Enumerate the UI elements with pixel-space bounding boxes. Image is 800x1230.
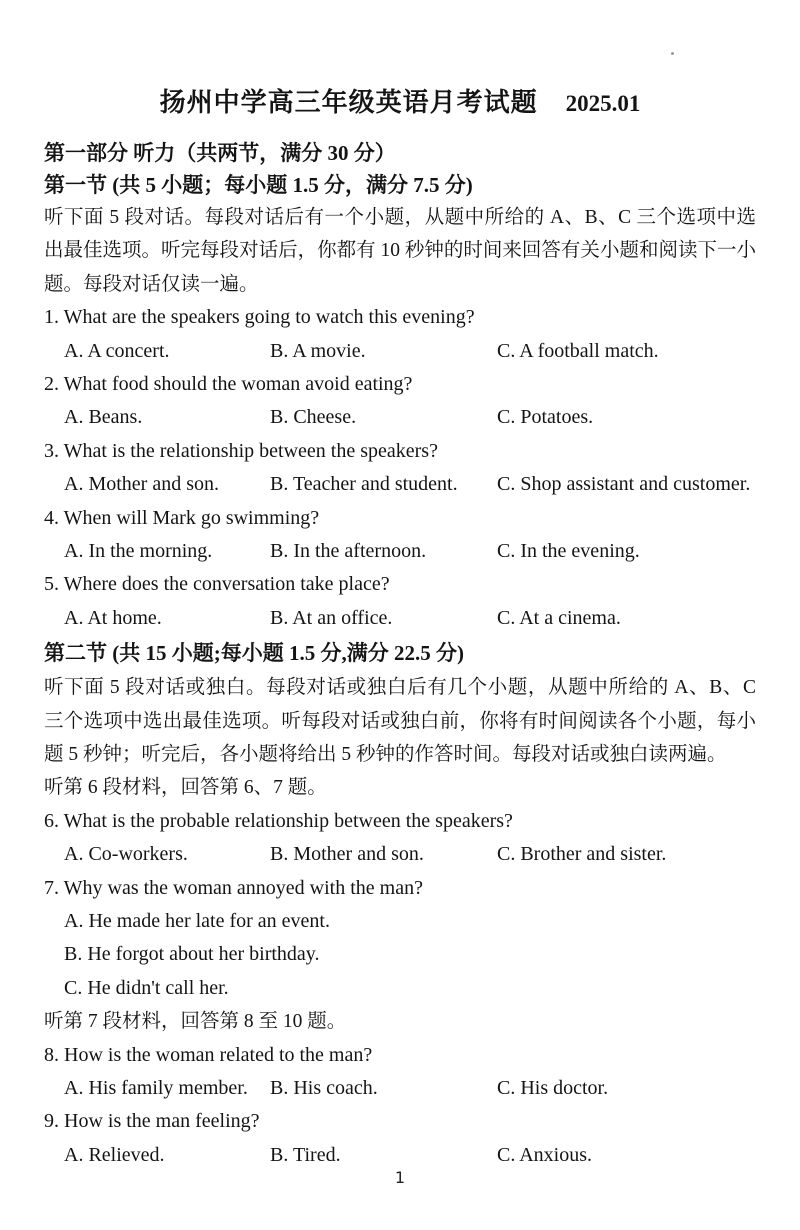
exam-date: 2025.01 [565,91,641,116]
q1-option-a: A. A concert. [64,339,170,362]
question-3: 3. What is the relationship between the speakers? [44,439,438,462]
question-6-options [44,838,756,871]
exam-title-row [44,82,756,119]
question-2: 2. What food should the woman avoid eating? [44,373,413,396]
q5-option-a: A. At home. [64,606,162,629]
q2-option-c: C. Potatoes. [497,406,594,429]
page-number: 1 [394,1168,406,1187]
question-5-options [44,602,756,635]
question-7: 7. Why was the woman annoyed with the man? [44,876,423,899]
q5-option-c: C. At a cinema. [497,606,621,629]
q7-option-a: A. He made her late for an event. [64,910,330,933]
q7-option-c: C. He didn't call her. [64,976,229,999]
question-2-options [44,401,756,434]
q9-option-a: A. Relieved. [64,1143,165,1166]
q3-option-b: B. Teacher and student. [270,473,458,496]
q2-option-a: A. Beans. [64,406,143,429]
question-3-options [44,468,756,501]
q9-option-b: B. Tired. [270,1143,341,1166]
question-8-options [44,1072,756,1105]
question-4-options [44,535,756,568]
q6-option-c: C. Brother and sister. [497,843,667,866]
question-1: 1. What are the speakers going to watch this evening? [44,306,475,329]
question-9: 9. How is the man feeling? [44,1110,260,1133]
section2-instructions: 听下面 5 段对话或独白。每段对话或独白后有几个小题，从题中所给的 A、B、C 三个选项中选出最佳选项。听每段对话或独白前，你将有时间阅读各个小题，每小题 5 秒钟；听完后，各小题将给出 5 秒钟的作答时间。每段对话或独白读两遍。 [44,677,756,766]
material-6-note: 听第 6 段材料，回答第 6、7 题。 [44,777,327,799]
q4-option-c: C. In the evening. [497,540,640,563]
q1-option-b: B. A movie. [270,339,366,362]
q3-option-a: A. Mother and son. [64,473,219,496]
question-4: 4. When will Mark go swimming? [44,506,320,529]
q8-option-b: B. His coach. [270,1077,378,1100]
section1-heading: 第一节 (共 5 小题；每小题 1.5 分，满分 7.5 分) [44,173,473,197]
section1-instructions: 听下面 5 段对话。每段对话后有一个小题，从题中所给的 A、B、C 三个选项中选出最佳选项。听完每段对话后，你都有 10 秒钟的时间来回答有关小题和阅读下一小题。每段对话仅读一遍。 [44,207,756,295]
section2-heading: 第二节 (共 15 小题;每小题 1.5 分,满分 22.5 分) [44,641,464,666]
q1-option-c: C. A football match. [497,339,659,362]
q7-option-b: B. He forgot about her birthday. [64,943,320,966]
q6-option-b: B. Mother and son. [270,843,424,866]
question-5: 5. Where does the conversation take place? [44,573,390,596]
q3-option-c: C. Shop assistant and customer. [497,473,751,496]
q4-option-b: B. In the afternoon. [270,540,427,563]
question-1-options [44,335,756,368]
q2-option-b: B. Cheese. [270,406,357,429]
q8-option-c: C. His doctor. [497,1077,609,1100]
q4-option-a: A. In the morning. [64,540,213,563]
q5-option-b: B. At an office. [270,606,393,629]
part1-heading: 第一部分 听力（共两节，满分 30 分） [44,141,396,165]
exam-title: 扬州中学高三年级英语月考试题 [159,88,538,117]
q8-option-a: A. His family member. [64,1077,248,1100]
question-6: 6. What is the probable relationship between the speakers? [44,809,513,832]
question-8: 8. How is the woman related to the man? [44,1043,373,1066]
q6-option-a: A. Co-workers. [64,843,188,866]
q9-option-c: C. Anxious. [497,1143,593,1166]
page-content [44,0,756,1172]
material-7-note: 听第 7 段材料，回答第 8 至 10 题。 [44,1011,347,1033]
